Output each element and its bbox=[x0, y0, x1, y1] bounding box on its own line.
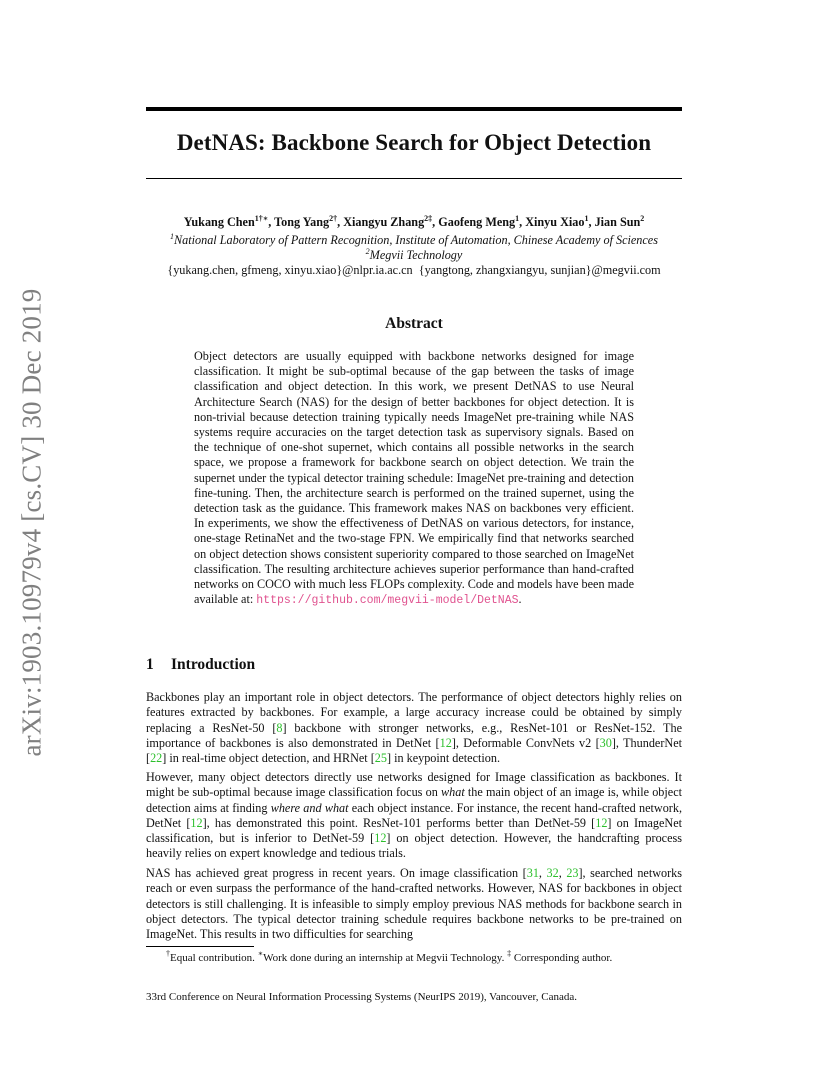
author-mark: 2‡ bbox=[424, 214, 433, 223]
emphasis-text: where and what bbox=[270, 800, 349, 815]
author-mark: 1†∗ bbox=[254, 214, 269, 223]
affiliation-1 bbox=[146, 233, 682, 248]
footnote-mark: ∗ bbox=[257, 949, 264, 958]
text-run: , bbox=[538, 866, 547, 880]
paragraph bbox=[146, 866, 682, 942]
affiliation-text: Megvii Technology bbox=[369, 248, 463, 262]
paragraph bbox=[146, 770, 682, 862]
title-bottom-rule bbox=[146, 178, 682, 179]
text-run: ] on object detection. However, the handcrafting process heavily relies on expert knowledge and tedious trials. bbox=[146, 831, 682, 861]
author-mark: 1 bbox=[515, 214, 520, 223]
author-name: Xinyu Xiao bbox=[525, 215, 585, 229]
author-separator: , bbox=[588, 215, 595, 229]
title-top-rule bbox=[146, 107, 682, 111]
author-separator: , bbox=[519, 215, 526, 229]
text-run: ], searched networks reach or even surpass the performance of the hand-crafted networks. However, NAS for backbones in object detectors is still challenging. It is infeasible to simply employ previous NAS methods for backbone search in object detectors. The typical detector training schedule requires backbone networks to be pre-trained on ImageNet. This results in two difficulties for searching bbox=[146, 866, 683, 942]
author-name: Yukang Chen bbox=[183, 215, 255, 229]
author-mark: 1 bbox=[584, 214, 589, 223]
conference-note: 33rd Conference on Neural Information Processing Systems (NeurIPS 2019), Vancouver, Canada. bbox=[146, 991, 578, 1003]
text-run: Equal contribution. bbox=[170, 952, 258, 964]
author-separator: , bbox=[268, 215, 275, 229]
text-run: ], Deformable ConvNets v2 [ bbox=[451, 735, 600, 750]
affiliation-mark: 2 bbox=[365, 247, 370, 256]
paper-title: DetNAS: Backbone Search for Object Detection bbox=[176, 130, 652, 155]
author-separator: , bbox=[337, 215, 344, 229]
text-run: However, many object detectors directly use networks designed for Image classification as backbones. It might be sub-optimal because image classification focus on bbox=[146, 770, 682, 800]
author-separator: , bbox=[432, 215, 439, 229]
citation-link[interactable]: 12 bbox=[439, 735, 452, 750]
text-run: Work done during an internship at Megvii Technology. bbox=[263, 952, 508, 964]
text-run: ], has demonstrated this point. ResNet-101 performs better than DetNet-59 [ bbox=[202, 815, 596, 830]
emphasis-text: what bbox=[441, 785, 465, 800]
author-name: Gaofeng Meng bbox=[438, 215, 516, 229]
abstract-end: . bbox=[518, 592, 522, 607]
section-number: 1 bbox=[146, 656, 154, 673]
affiliation-mark: 1 bbox=[170, 232, 175, 241]
citation-link[interactable]: 12 bbox=[190, 815, 203, 830]
affiliation-2 bbox=[146, 248, 682, 263]
citation-link[interactable]: 12 bbox=[595, 815, 608, 830]
text-run: each object instance. For instance, the recent hand-crafted network, DetNet [ bbox=[146, 800, 682, 830]
text-run: ] in real-time object detection, and HRNet [ bbox=[162, 751, 375, 766]
abstract-text: Object detectors are usually equipped with backbone networks designed for image classification. It might be sub-optimal because of the gap between the tasks of image classification and object detection. In this work, we present DetNAS to use Neural Architecture Search (NAS) for the design of better backbones for object detection. It is non-trivial because detection training typically needs ImageNet pre-training while NAS systems require accuracies on the target detection task as supervisory signals. Based on the technique of one-shot supernet, which contains all possible networks in the search space, we propose a framework for backbone search on object detection. We train the supernet under the typical detector training schedule: ImageNet pre-training and detection fine-tuning. Then, the architecture search is performed on the trained supernet, using the detection task as the guidance. This framework makes NAS on backbones very efficient. In experiments, we show the effectiveness of DetNAS on various detectors, for instance, one-stage RetinaNet and the two-stage FPN. We empirically find that networks searched on object detection shows consistent superiority compared to those searched on ImageNet classification. The resulting architecture achieves superior performance than hand-crafted networks on COCO with much less FLOPs complexity. Code and models have been made available at: bbox=[194, 349, 634, 607]
author-list bbox=[146, 215, 682, 230]
affiliation-text: National Laboratory of Pattern Recognition, Institute of Automation, Chinese Academy of Sciences bbox=[174, 233, 658, 247]
author-mark: 2 bbox=[640, 214, 645, 223]
text-run: Corresponding author. bbox=[511, 952, 613, 964]
citation-link[interactable]: 8 bbox=[276, 720, 283, 735]
text-run: ] backbone with stronger networks, e.g., ResNet-101 or ResNet-152. The importance of backbones is also demonstrated in DetNet [ bbox=[146, 720, 682, 750]
text-run: , bbox=[558, 866, 567, 880]
text-run: the main object of an image is, while object detection aims at finding bbox=[146, 785, 682, 815]
author-mark: 2† bbox=[329, 214, 338, 223]
author-name: Xiangyu Zhang bbox=[343, 215, 425, 229]
text-run: ] on ImageNet classification, but is inferior to DetNet-59 [ bbox=[146, 815, 682, 846]
section-title: Introduction bbox=[171, 656, 256, 673]
paragraph bbox=[146, 690, 682, 766]
text-run: Backbones play an important role in object detectors. The performance of object detectors highly relies on features extracted by backbones. For example, a large accuracy increase could be obtained by simply replacing a ResNet-50 [ bbox=[146, 690, 682, 735]
code-link[interactable]: https://github.com/megvii-model/DetNAS bbox=[256, 594, 519, 608]
footnote-mark: ‡ bbox=[507, 949, 512, 958]
citation-link[interactable]: 31 bbox=[526, 866, 539, 880]
abstract-heading: Abstract bbox=[385, 315, 443, 332]
arxiv-stamp bbox=[14, 282, 50, 762]
citation-link[interactable]: 30 bbox=[599, 735, 612, 750]
author-name: Tong Yang bbox=[274, 215, 330, 229]
author-emails: {yukang.chen, gfmeng, xinyu.xiao}@nlpr.ia.ac.cn {yangtong, zhangxiangyu, sunjian}@megvii.com bbox=[167, 263, 661, 277]
footnote-rule bbox=[146, 946, 254, 947]
footnote-mark: † bbox=[166, 949, 170, 958]
text-run: ], ThunderNet [ bbox=[146, 735, 682, 766]
author-name: Jian Sun bbox=[594, 215, 641, 229]
citation-link[interactable]: 22 bbox=[150, 751, 163, 766]
text-run: ] in keypoint detection. bbox=[386, 751, 501, 766]
arxiv-stamp-text: arXiv:1903.10979v4 [cs.CV] 30 Dec 2019 bbox=[16, 287, 47, 757]
citation-link[interactable]: 25 bbox=[374, 751, 387, 766]
citation-link[interactable]: 32 bbox=[546, 866, 559, 880]
abstract-body bbox=[194, 349, 634, 608]
citation-link[interactable]: 23 bbox=[566, 866, 579, 880]
section-heading bbox=[146, 656, 255, 674]
footnote bbox=[166, 949, 613, 964]
text-run: NAS has achieved great progress in recent years. On image classification [ bbox=[146, 866, 527, 880]
citation-link[interactable]: 12 bbox=[374, 831, 387, 846]
